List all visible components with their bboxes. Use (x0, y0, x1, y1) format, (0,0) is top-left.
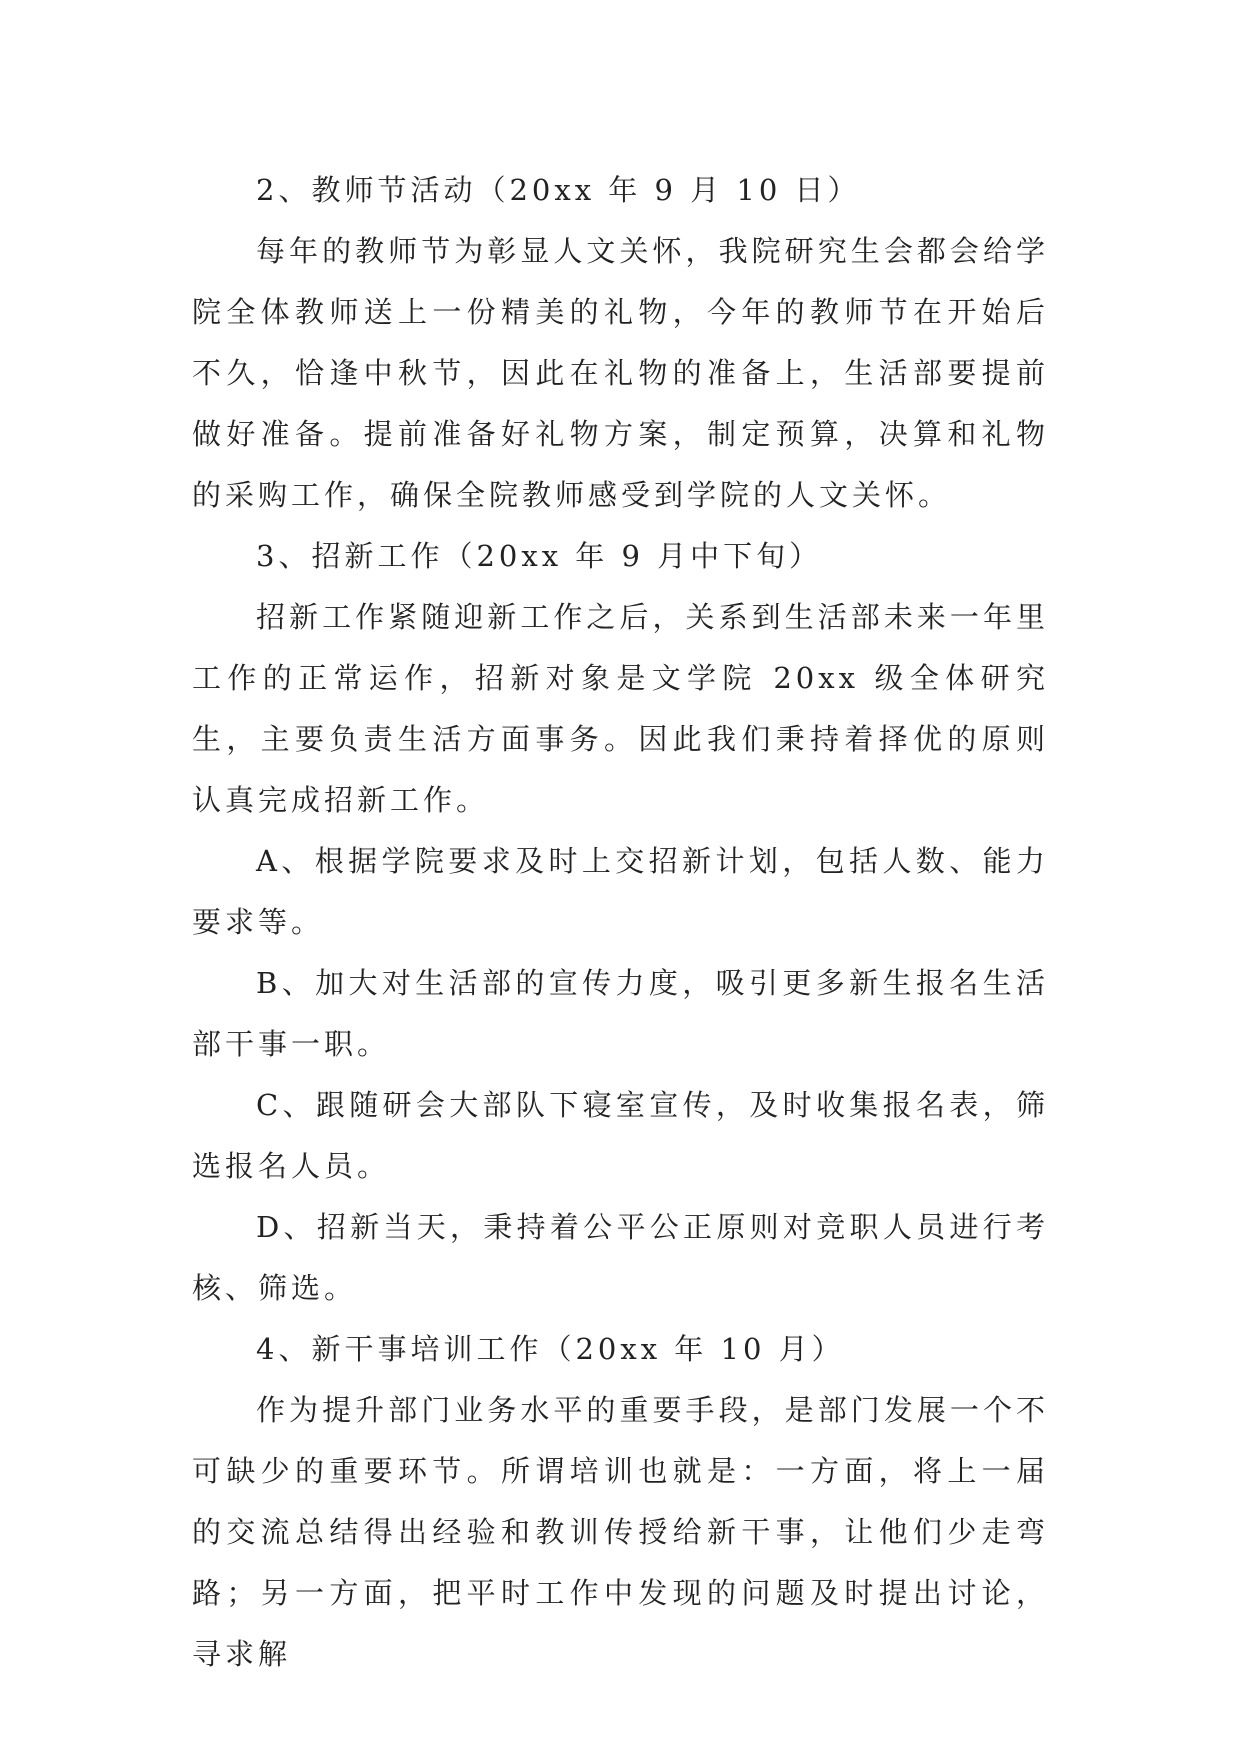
section-heading-teachers-day: 2、教师节活动（20xx 年 9 月 10 日） (256, 173, 861, 207)
document-body (192, 160, 1049, 1685)
paragraph-teachers-day: 每年的教师节为彰显人文关怀，我院研究生会都会给学院全体教师送上一份精美的礼物，今年的教师节在开始后不久，恰逢中秋节，因此在礼物的准备上，生活部要提前做好准备。提前准备好礼物方案，制定预算，决算和礼物的采购工作，确保全院教师感受到学院的人文关怀。 (192, 234, 1049, 512)
paragraph-training: 作为提升部门业务水平的重要手段，是部门发展一个不可缺少的重要环节。所谓培训也就是：一方面，将上一届的交流总结得出经验和教训传授给新干事，让他们少走弯路；另一方面，把平时工作中发现的问题及时提出讨论，寻求解 (192, 1393, 1049, 1671)
list-item-d: D、招新当天，秉持着公平公正原则对竞职人员进行考核、筛选。 (192, 1210, 1049, 1305)
section-heading-recruitment: 3、招新工作（20xx 年 9 月中下旬） (256, 539, 823, 573)
list-item-a: A、根据学院要求及时上交招新计划，包括人数、能力要求等。 (192, 844, 1049, 939)
list-item-b: B、加大对生活部的宣传力度，吸引更多新生报名生活部干事一职。 (192, 966, 1049, 1061)
paragraph-recruitment: 招新工作紧随迎新工作之后，关系到生活部未来一年里工作的正常运作，招新对象是文学院 20xx 级全体研究生，主要负责生活方面事务。因此我们秉持着择优的原则认真完成招新工作。 (192, 600, 1049, 817)
list-item-c: C、跟随研会大部队下寝室宣传，及时收集报名表，筛选报名人员。 (192, 1088, 1049, 1183)
section-heading-training: 4、新干事培训工作（20xx 年 10 月） (256, 1332, 845, 1366)
